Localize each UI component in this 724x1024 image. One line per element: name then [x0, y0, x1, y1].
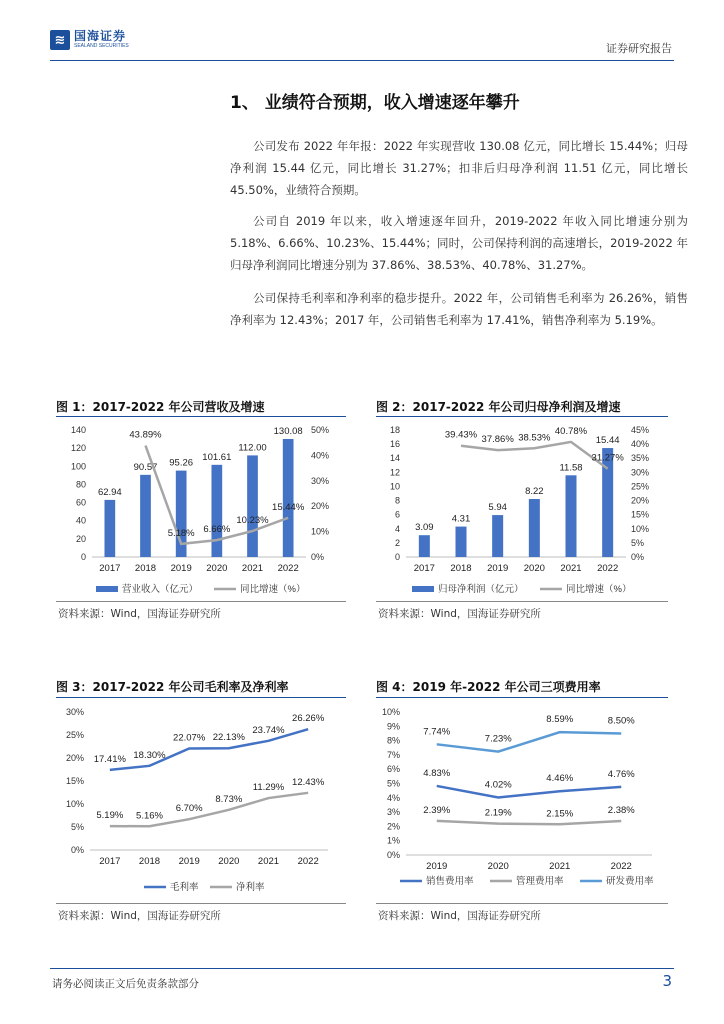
legend-label: 毛利率 — [170, 882, 199, 893]
y-tick-label: 8% — [386, 735, 400, 746]
line-data-label: 7.23% — [484, 733, 512, 745]
logo-en: SEALAND SECURITIES — [74, 43, 129, 49]
legend-label: 销售费用率 — [426, 876, 474, 887]
fig3-source: 资料来源：Wind，国海证券研究所 — [58, 910, 221, 922]
y-tick-label: 2 — [394, 537, 400, 548]
bar — [211, 465, 222, 557]
line-data-label: 6.66% — [203, 524, 231, 536]
legend-swatch — [412, 586, 434, 592]
x-tick-label: 2018 — [138, 856, 161, 867]
bar-data-label: 3.09 — [415, 522, 434, 534]
y-tick-label: 7% — [386, 749, 400, 760]
legend-label: 净利率 — [236, 882, 265, 893]
x-tick-label: 2018 — [450, 563, 472, 574]
line-data-label: 37.86% — [481, 434, 514, 446]
y-tick-label: 120 — [70, 443, 86, 454]
y-tick-label: 9% — [386, 721, 400, 732]
y-tick-label: 2% — [386, 821, 400, 832]
x-tick-label: 2022 — [297, 856, 319, 867]
line-data-label: 4.02% — [484, 779, 512, 791]
x-tick-label: 2019 — [178, 856, 200, 867]
bar — [456, 527, 467, 557]
y2-tick-label: 35% — [631, 453, 650, 464]
x-tick-label: 2020 — [487, 861, 509, 872]
fig2-source-line — [376, 601, 668, 602]
fig4-top-line — [376, 697, 668, 698]
legend-swatch — [96, 586, 118, 592]
y-tick-label: 4 — [394, 523, 400, 534]
y-tick-label: 60 — [75, 497, 86, 508]
series-line-3 — [437, 732, 622, 751]
bar-data-label: 62.94 — [97, 486, 122, 498]
logo-mark-icon: ≋ — [50, 30, 70, 50]
x-tick-label: 2022 — [610, 861, 632, 872]
line-data-label: 4.76% — [607, 768, 635, 780]
line-data-label: 8.59% — [546, 714, 574, 726]
fig4-chart — [376, 700, 668, 900]
y-tick-label: 18 — [389, 425, 400, 435]
y-tick-label: 6 — [394, 509, 400, 520]
y-tick-label: 40 — [75, 515, 86, 526]
legend-label: 同比增速（%） — [566, 584, 632, 595]
y-tick-label: 14 — [389, 453, 400, 464]
bar-data-label: 8.22 — [525, 486, 544, 498]
x-tick-label: 2022 — [597, 563, 619, 574]
line-data-label: 38.53% — [518, 432, 551, 444]
bar-data-label: 4.31 — [451, 513, 471, 525]
fig4-title: 图 4：2019 年-2022 年公司三项费用率 — [376, 680, 601, 694]
bar-data-label: 90.57 — [133, 461, 158, 473]
fig1-title: 图 1：2017-2022 年公司营收及增速 — [56, 400, 265, 414]
y-tick-label: 0 — [394, 552, 400, 562]
section-title: 1、 业绩符合预期，收入增速逐年攀升 — [230, 93, 520, 113]
fig2-source: 资料来源：Wind，国海证券研究所 — [378, 608, 541, 620]
y-tick-label: 4% — [386, 792, 400, 803]
x-tick-label: 2020 — [523, 563, 545, 574]
line-data-label: 2.38% — [607, 804, 635, 816]
y-tick-label: 30% — [65, 707, 84, 717]
x-tick-label: 2021 — [549, 861, 571, 872]
page-number: 3 — [662, 972, 672, 990]
x-tick-label: 2021 — [241, 563, 264, 574]
y-tick-label: 0 — [80, 552, 86, 562]
line-data-label: 18.30% — [133, 749, 166, 761]
y2-tick-label: 25% — [631, 481, 650, 492]
y-tick-label: 0% — [70, 845, 84, 855]
y-tick-label: 15% — [65, 776, 84, 786]
y2-tick-label: 10% — [311, 526, 330, 537]
footer-divider — [50, 968, 674, 969]
x-tick-label: 2017 — [99, 856, 121, 867]
y2-tick-label: 30% — [311, 475, 330, 486]
y2-tick-label: 5% — [631, 537, 645, 548]
line-data-label: 7.74% — [423, 726, 451, 738]
series-line-2 — [437, 821, 622, 824]
y-tick-label: 10% — [381, 707, 400, 717]
legend-label: 归母净利润（亿元） — [438, 584, 524, 595]
line-data-label: 2.19% — [484, 807, 512, 819]
line-data-label: 10.23% — [236, 515, 269, 527]
bar-data-label: 11.58 — [559, 462, 583, 474]
line-data-label: 8.73% — [215, 793, 243, 805]
line-data-label: 31.27% — [591, 452, 624, 464]
y2-tick-label: 50% — [311, 425, 330, 435]
paragraph-3: 公司保持毛利率和净利率的稳步提升。2022 年，公司销售毛利率为 26.26%，销售净利率为 12.43%；2017 年，公司销售毛利率为 17.41%，销售净利率为 5.19%。 — [230, 291, 688, 327]
line-data-label: 12.43% — [292, 776, 325, 788]
y-tick-label: 20% — [65, 753, 84, 763]
y2-tick-label: 40% — [311, 450, 330, 461]
fig2-top-line — [376, 416, 668, 417]
line-data-label: 22.13% — [212, 732, 245, 744]
x-tick-label: 2019 — [426, 861, 448, 872]
line-data-label: 8.50% — [607, 715, 635, 727]
y2-tick-label: 0% — [631, 552, 645, 562]
legend-label: 营业收入（亿元） — [122, 584, 199, 595]
bar-data-label: 112.00 — [238, 442, 267, 454]
footer-disclaimer: 请务必阅读正文后免责条款部分 — [52, 978, 199, 990]
legend-label: 同比增速（%） — [240, 584, 306, 595]
fig1-top-line — [56, 416, 346, 417]
line-data-label: 4.83% — [423, 767, 451, 779]
x-tick-label: 2021 — [560, 563, 582, 574]
bar-data-label: 15.44 — [595, 435, 620, 447]
y-tick-label: 5% — [70, 822, 84, 832]
fig4-source-line — [376, 903, 668, 904]
line-data-label: 5.16% — [136, 810, 163, 822]
x-tick-label: 2019 — [170, 563, 192, 574]
bar — [140, 475, 151, 557]
line-data-label: 4.46% — [546, 773, 574, 785]
x-tick-label: 2020 — [206, 563, 228, 574]
fig3-chart — [56, 700, 346, 900]
line-data-label: 2.39% — [423, 804, 451, 816]
x-tick-label: 2020 — [218, 856, 240, 867]
y-tick-label: 3% — [386, 807, 400, 818]
x-tick-label: 2017 — [413, 563, 435, 574]
y2-tick-label: 45% — [631, 425, 650, 435]
y-tick-label: 8 — [394, 495, 400, 506]
fig2-title: 图 2：2017-2022 年公司归母净利润及增速 — [376, 400, 621, 414]
company-logo — [50, 30, 129, 50]
bar — [529, 499, 540, 557]
fig3-source-line — [56, 903, 346, 904]
y2-tick-label: 20% — [311, 501, 330, 512]
x-tick-label: 2018 — [134, 563, 157, 574]
line-data-label: 2.15% — [546, 808, 574, 820]
y2-tick-label: 30% — [631, 467, 650, 478]
bar-data-label: 130.08 — [273, 425, 303, 437]
fig3-title: 图 3：2017-2022 年公司毛利率及净利率 — [56, 680, 289, 694]
line-data-label: 5.18% — [167, 527, 195, 539]
bar — [492, 515, 503, 557]
legend-label: 管理费用率 — [516, 876, 564, 887]
line-data-label: 39.43% — [444, 429, 478, 441]
y-tick-label: 1% — [386, 835, 400, 846]
fig3-top-line — [56, 697, 346, 698]
y-tick-label: 10% — [65, 799, 84, 809]
line-data-label: 6.70% — [175, 803, 203, 815]
x-tick-label: 2021 — [257, 856, 280, 867]
fig1-source: 资料来源：Wind，国海证券研究所 — [58, 608, 221, 620]
line-data-label: 11.29% — [252, 782, 285, 794]
bar — [247, 455, 258, 557]
line-data-label: 43.89% — [129, 429, 162, 441]
report-type: 证券研究报告 — [606, 42, 672, 55]
x-tick-label: 2019 — [487, 563, 509, 574]
bar — [566, 475, 577, 557]
header-divider — [50, 60, 674, 61]
line-data-label: 40.78% — [554, 425, 588, 437]
bar-data-label: 5.94 — [488, 502, 507, 514]
y-tick-label: 10 — [389, 481, 400, 492]
series-line-1 — [437, 786, 622, 798]
bar — [283, 439, 294, 557]
y-tick-label: 25% — [65, 730, 84, 740]
legend-label: 研发费用率 — [606, 876, 654, 887]
y2-tick-label: 0% — [311, 552, 325, 562]
bar — [419, 535, 430, 557]
bar — [104, 500, 115, 557]
line-data-label: 5.19% — [96, 810, 124, 822]
line-data-label: 22.07% — [173, 732, 206, 744]
y-tick-label: 6% — [386, 764, 400, 775]
y-tick-label: 12 — [389, 467, 400, 478]
y-tick-label: 80 — [75, 479, 86, 490]
y-tick-label: 5% — [386, 778, 400, 789]
paragraph-1: 公司发布 2022 年年报：2022 年实现营收 130.08 亿元，同比增长 15.44%；归母净利润 15.44 亿元，同比增长 31.27%；扣非后归母净利润 11.51 亿元，同比增长 45.50%，业绩符合预期。 — [230, 139, 688, 197]
y2-tick-label: 15% — [631, 509, 650, 520]
line-data-label: 23.74% — [252, 724, 285, 736]
y-tick-label: 20 — [75, 533, 86, 544]
y-tick-label: 100 — [70, 461, 86, 472]
x-tick-label: 2017 — [99, 563, 121, 574]
line-data-label: 15.44% — [272, 501, 305, 513]
y2-tick-label: 10% — [631, 523, 650, 534]
bar-data-label: 95.26 — [169, 457, 194, 469]
line-data-label: 17.41% — [93, 753, 126, 765]
fig1-chart — [56, 418, 346, 598]
logo-cn: 国海证券 — [74, 29, 127, 43]
y-tick-label: 0% — [386, 850, 400, 860]
y2-tick-label: 20% — [631, 495, 650, 506]
y-tick-label: 140 — [70, 425, 86, 435]
bar-data-label: 101.61 — [202, 451, 232, 463]
y-tick-label: 16 — [389, 439, 400, 450]
paragraph-2: 公司自 2019 年以来，收入增速逐年回升，2019-2022 年收入同比增速分别为 5.18%、6.66%、10.23%、15.44%；同时，公司保持利润的高速增长，2019-2022 年归母净利润同比增速分别为 37.86%、38.53%、40.78%、31.27%。 — [230, 214, 688, 272]
line-data-label: 26.26% — [292, 713, 325, 725]
series-line-2 — [461, 442, 608, 469]
fig2-chart — [376, 418, 668, 598]
fig4-source: 资料来源：Wind，国海证券研究所 — [378, 910, 541, 922]
y2-tick-label: 40% — [631, 439, 650, 450]
x-tick-label: 2022 — [277, 563, 299, 574]
fig1-source-line — [56, 601, 346, 602]
